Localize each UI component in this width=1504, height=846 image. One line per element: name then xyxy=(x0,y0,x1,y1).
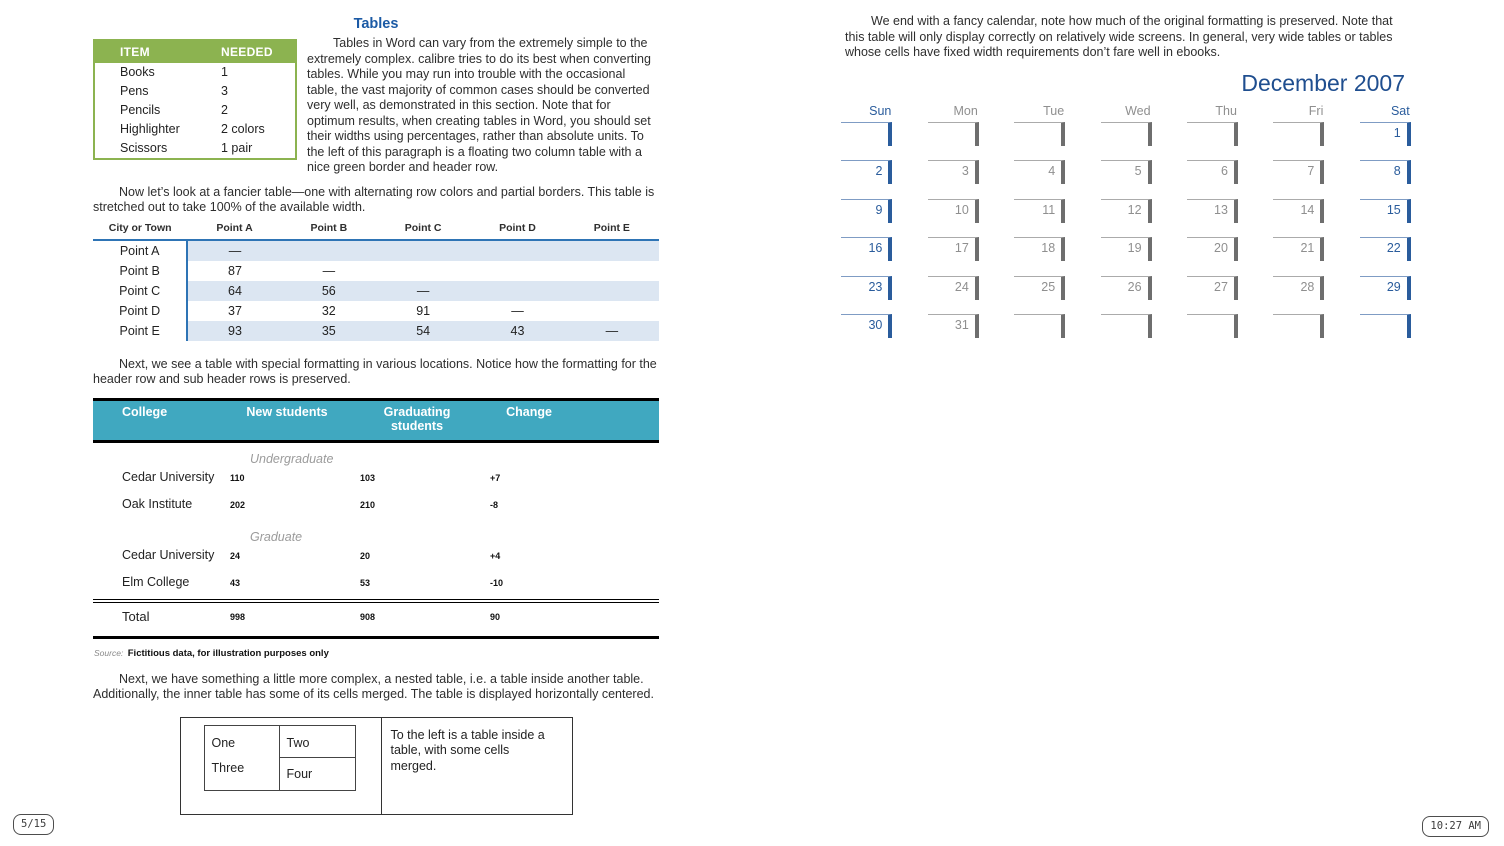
calendar-day-header: Mon xyxy=(953,103,978,118)
calendar-day-cell: 4 xyxy=(1014,160,1065,184)
table-source-note xyxy=(94,643,659,661)
college-data-row xyxy=(93,494,659,521)
calendar-day-cell: 21 xyxy=(1273,237,1324,261)
calendar-empty-cell xyxy=(1187,122,1238,146)
college-header-cell: Graduating students xyxy=(352,399,482,441)
page-indicator[interactable]: 5/15 xyxy=(13,814,54,835)
college-header-row xyxy=(93,399,659,441)
calendar-day-cell: 31 xyxy=(928,314,979,338)
college-data-row xyxy=(93,467,659,494)
distance-cell xyxy=(565,281,659,301)
clock: 10:27 AM xyxy=(1422,816,1489,837)
calendar-day-cell: 27 xyxy=(1187,276,1238,300)
distance-cell xyxy=(282,240,376,261)
calendar-day-cell: 5 xyxy=(1101,160,1152,184)
intro-paragraph: Tables in Word can vary from the extremely simple to the extremely complex. calibre tries to do its best when converting tables. While you may run into trouble with the occasional table, the vast majority of common cases should be converted very well, as demonstrated in this section. Note that for optimum results, when creating tables in Word, you should set their widths using percentages, rather than absolute units. To the left of this paragraph is a floating two column table with a nice green border and header row. xyxy=(307,36,651,174)
college-header-cell: New students xyxy=(222,399,352,441)
distance-cell: Point A xyxy=(93,240,187,261)
calendar-day-cell: 13 xyxy=(1187,199,1238,223)
college-total-cell: 998 xyxy=(222,601,352,638)
college-graduating-cell: 20 xyxy=(360,550,371,561)
college-header-cell: College xyxy=(93,399,222,441)
college-new-students-cell: 202 xyxy=(230,499,246,510)
source-label: Source: xyxy=(94,647,124,658)
college-subheader-row xyxy=(93,441,659,467)
calendar-day-cell: 1 xyxy=(1360,122,1411,146)
calendar-empty-cell xyxy=(1360,314,1411,338)
supplies-cell: 1 xyxy=(215,63,296,82)
college-data-row xyxy=(93,572,659,601)
distance-cell: — xyxy=(322,263,336,278)
calendar-empty-cell xyxy=(1273,314,1324,338)
nested-table-paragraph: Next, we have something a little more complex, a nested table, i.e. a table inside another table. Additionally, the inner table has some of its cells merged. The table is displayed horizontally centered. xyxy=(93,671,654,701)
college-header-cell: Change xyxy=(482,399,576,441)
calendar-day-header: Wed xyxy=(1125,103,1151,118)
college-total-cell: 90 xyxy=(482,601,576,638)
distance-cell xyxy=(376,261,470,281)
college-change-cell: -10 xyxy=(490,577,504,588)
calendar-day-cell: 12 xyxy=(1101,199,1152,223)
calendar-day-header: Sat xyxy=(1390,103,1410,118)
calendar-empty-cell xyxy=(1101,314,1152,338)
supplies-row xyxy=(94,101,296,120)
calendar-title: December 2007 xyxy=(1241,69,1405,96)
distance-header-cell: Point A xyxy=(187,220,281,240)
calendar-day-cell: 17 xyxy=(928,237,979,261)
calendar-day-cell: 15 xyxy=(1360,199,1411,223)
college-name-cell: Cedar University xyxy=(122,547,215,562)
calendar-day-cell: 28 xyxy=(1273,276,1324,300)
distance-row xyxy=(93,240,659,261)
calendar-paragraph: We end with a fancy calendar, note how much of the original formatting is preserved. Note that this table will only display correctly on relatively wide screens. In general, very wide tables or tables whose cells have fixed width requirements don’t fare well in ebooks. xyxy=(845,14,1393,59)
calendar-day-cell: 6 xyxy=(1187,160,1238,184)
supplies-cell: Scissors xyxy=(94,139,215,159)
left-page xyxy=(93,14,659,815)
distance-cell: — xyxy=(511,303,524,318)
distance-cell: Point D xyxy=(93,301,187,321)
college-name-cell: Elm College xyxy=(122,574,190,589)
calendar-day-cell: 19 xyxy=(1101,237,1152,261)
college-name-cell: Oak Institute xyxy=(122,496,193,511)
inner-cell-three: Three xyxy=(211,760,245,775)
nested-outer-left-cell xyxy=(181,718,382,814)
distance-header-cell: Point E xyxy=(565,220,659,240)
calendar-day-cell: 26 xyxy=(1101,276,1152,300)
nested-inner-table xyxy=(204,725,356,791)
supplies-cell: 3 xyxy=(215,82,296,101)
college-change-cell: +4 xyxy=(490,550,501,561)
distance-cell: Point C xyxy=(93,281,187,301)
calendar-day-cell: 7 xyxy=(1273,160,1324,184)
supplies-header-cell: NEEDED xyxy=(215,40,296,63)
calendar-day-cell: 24 xyxy=(928,276,979,300)
college-total-cell: 908 xyxy=(352,601,482,638)
distance-cell: 37 xyxy=(228,303,242,318)
distance-cell: 64 xyxy=(187,281,281,301)
supplies-header-cell: ITEM xyxy=(94,40,215,63)
calendar-day-cell: 22 xyxy=(1360,237,1411,261)
distance-cell: 91 xyxy=(416,303,431,318)
supplies-cell: Highlighter xyxy=(94,120,215,139)
distance-row xyxy=(93,321,659,341)
distance-cell xyxy=(470,240,564,261)
fancier-table-paragraph: Now let’s look at a fancier table—one with alternating row colors and partial borders. This table is stretched out to take 100% of the available width. xyxy=(93,184,655,214)
supplies-cell: 2 xyxy=(215,101,296,120)
distance-cell: 43 xyxy=(470,321,564,341)
supplies-cell: 1 pair xyxy=(215,139,296,159)
college-total-row xyxy=(93,601,659,638)
supplies-cell: Books xyxy=(94,63,215,82)
college-data-row xyxy=(93,545,659,572)
calendar-empty-cell xyxy=(1273,122,1324,146)
college-graduating-cell: 53 xyxy=(360,577,371,588)
supplies-row xyxy=(94,82,296,101)
supplies-row xyxy=(94,120,296,139)
calendar-day-cell: 2 xyxy=(841,160,892,184)
calendar-day-cell: 18 xyxy=(1014,237,1065,261)
calendar-day-header: Sun xyxy=(869,103,892,118)
supplies-cell: 2 colors xyxy=(215,120,296,139)
right-page xyxy=(845,14,1411,338)
distance-cell xyxy=(565,301,659,321)
calendar-day-cell: 23 xyxy=(841,276,892,300)
source-text: Fictitious data, for illustration purposes only xyxy=(127,647,329,659)
distance-cell: — xyxy=(565,321,659,341)
distance-header-cell: Point D xyxy=(470,220,564,240)
college-cell-empty xyxy=(93,521,222,545)
page-title: Tables xyxy=(353,16,399,32)
calendar-day-cell: 16 xyxy=(841,237,892,261)
calendar-day-header: Tue xyxy=(1043,103,1065,118)
supplies-header-row xyxy=(94,40,296,63)
calendar-day-cell: 14 xyxy=(1273,199,1324,223)
supplies-table xyxy=(93,39,297,160)
distance-cell: 87 xyxy=(228,263,242,278)
calendar-day-header: Thu xyxy=(1215,103,1237,118)
intro-block xyxy=(93,36,659,185)
distance-cell: Point E xyxy=(93,321,187,341)
distance-table xyxy=(93,220,659,341)
distance-cell: 93 xyxy=(187,321,281,341)
college-cell-empty xyxy=(576,467,659,494)
supplies-cell: Pens xyxy=(94,82,215,101)
college-cell-empty xyxy=(93,441,222,467)
college-change-cell: -8 xyxy=(490,499,499,510)
calendar-empty-cell xyxy=(1014,314,1065,338)
distance-row xyxy=(93,301,659,321)
college-header-cell-spacer xyxy=(576,399,659,441)
supplies-row xyxy=(94,139,296,159)
college-subheader-cell: Graduate xyxy=(250,529,303,544)
calendar-grid xyxy=(806,122,1411,339)
inner-cell-four: Four xyxy=(286,766,313,781)
distance-header-cell: City or Town xyxy=(93,220,187,240)
college-subheader-row xyxy=(93,521,659,545)
distance-cell: Point B xyxy=(93,261,187,281)
distance-cell: — xyxy=(187,240,281,261)
calendar-day-cell: 20 xyxy=(1187,237,1238,261)
distance-row xyxy=(93,281,659,301)
calendar-day-cell: 29 xyxy=(1360,276,1411,300)
calendar-day-cell: 3 xyxy=(928,160,979,184)
calendar-empty-cell xyxy=(841,122,892,146)
college-graduating-cell: 210 xyxy=(360,499,376,510)
distance-header-cell: Point C xyxy=(376,220,470,240)
calendar-day-cell: 30 xyxy=(841,314,892,338)
college-cell-empty xyxy=(576,601,659,638)
distance-cell xyxy=(565,240,659,261)
calendar-empty-cell xyxy=(1187,314,1238,338)
distance-row xyxy=(93,261,659,281)
college-change-cell: +7 xyxy=(490,472,501,483)
college-table xyxy=(93,398,659,639)
distance-cell: 54 xyxy=(376,321,470,341)
inner-merged-cell xyxy=(205,726,280,790)
calendar-day-cell: 25 xyxy=(1014,276,1065,300)
supplies-row xyxy=(94,63,296,82)
supplies-cell: Pencils xyxy=(94,101,215,120)
college-name-cell: Cedar University xyxy=(122,469,215,484)
college-subheader-cell: Undergraduate xyxy=(250,451,334,466)
calendar-day-cell: 10 xyxy=(928,199,979,223)
distance-header-row xyxy=(93,220,659,240)
distance-cell xyxy=(470,261,564,281)
calendar-empty-cell xyxy=(1014,122,1065,146)
distance-cell: 35 xyxy=(282,321,376,341)
calendar-day-cell: 9 xyxy=(841,199,892,223)
college-new-students-cell: 110 xyxy=(230,472,245,483)
college-total-label-cell: Total xyxy=(93,601,222,638)
distance-cell xyxy=(470,281,564,301)
calendar-empty-cell xyxy=(928,122,979,146)
distance-cell xyxy=(376,240,470,261)
college-new-students-cell: 24 xyxy=(230,550,241,561)
special-formatting-paragraph: Next, we see a table with special formatting in various locations. Notice how the formatting for the header row and sub header rows is preserved. xyxy=(93,356,657,386)
college-new-students-cell: 43 xyxy=(230,577,241,588)
inner-cell-two: Two xyxy=(280,726,355,758)
calendar-empty-cell xyxy=(1101,122,1152,146)
college-cell-empty xyxy=(576,545,659,572)
distance-cell: 32 xyxy=(321,303,336,318)
inner-cell-one: One xyxy=(211,735,236,750)
calendar-day-cell: 11 xyxy=(1014,199,1065,223)
distance-cell: 56 xyxy=(282,281,376,301)
distance-cell xyxy=(565,261,659,281)
college-graduating-cell: 103 xyxy=(360,472,376,483)
calendar-day-header: Fri xyxy=(1308,103,1324,118)
college-cell-empty xyxy=(576,572,659,601)
nested-outer-table xyxy=(180,717,573,815)
calendar-day-cell: 8 xyxy=(1360,160,1411,184)
calendar-day-header-row xyxy=(806,104,1411,118)
distance-cell: — xyxy=(376,281,470,301)
distance-header-cell: Point B xyxy=(282,220,376,240)
college-cell-empty xyxy=(576,494,659,521)
nested-outer-right-cell: To the left is a table inside a table, with some cells merged. xyxy=(390,727,545,773)
